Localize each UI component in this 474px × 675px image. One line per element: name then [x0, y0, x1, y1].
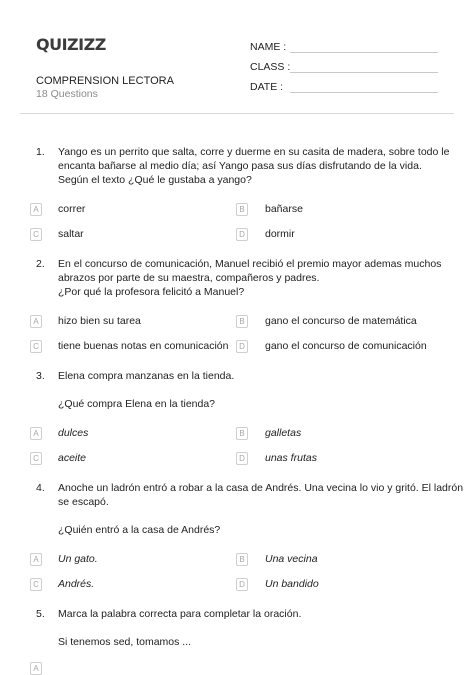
option-letter-c[interactable]: C: [30, 340, 42, 353]
quizizz-logo: QUIZIZZ: [36, 35, 106, 54]
class-label: CLASS :: [250, 61, 291, 73]
name-label: NAME :: [250, 41, 287, 53]
option-text[interactable]: saltar: [58, 228, 84, 240]
question-number: 3.: [36, 370, 45, 382]
question-text: se escapó.: [58, 496, 109, 508]
option-letter-a[interactable]: A: [30, 662, 42, 675]
option-text[interactable]: Un bandido: [265, 578, 319, 590]
option-letter-b[interactable]: B: [236, 315, 248, 328]
question-text: Marca la palabra correcta para completar la oración.: [58, 608, 302, 620]
option-text[interactable]: dormir: [265, 228, 295, 240]
option-text[interactable]: Un gato.: [58, 553, 98, 565]
question-text: ¿Qué compra Elena en la tienda?: [58, 398, 216, 410]
question-text: Yango es un perrito que salta, corre y duerme en su casita de madera, sobre todo le: [58, 146, 450, 158]
option-letter-a[interactable]: A: [30, 553, 42, 566]
option-letter-c[interactable]: C: [30, 578, 42, 591]
option-text[interactable]: gano el concurso de comunicación: [265, 340, 427, 352]
question-count: 18 Questions: [36, 88, 98, 100]
question-text: En el concurso de comunicación, Manuel recibió el premio mayor ademas muchos: [58, 258, 442, 270]
question-text: Según el texto ¿Qué le gustaba a yango?: [58, 174, 252, 186]
option-letter-b[interactable]: B: [236, 553, 248, 566]
option-text[interactable]: aceite: [58, 452, 87, 464]
option-letter-a[interactable]: A: [30, 427, 42, 440]
option-text[interactable]: tiene buenas notas en comunicación: [58, 340, 229, 352]
option-text[interactable]: galletas: [265, 427, 302, 439]
date-label: DATE :: [250, 81, 284, 93]
option-text[interactable]: correr: [58, 203, 86, 215]
question-number: 4.: [36, 482, 45, 494]
question-text: Elena compra manzanas en la tienda.: [58, 370, 235, 382]
question-text: abrazos por parte de su maestra, compañeros y padres.: [58, 272, 320, 284]
class-field[interactable]: [290, 72, 438, 73]
question-text: ¿Quién entró a la casa de Andrés?: [58, 524, 221, 536]
question-number: 1.: [36, 146, 45, 158]
date-field[interactable]: [290, 92, 438, 93]
option-text[interactable]: bañarse: [265, 203, 303, 215]
question-number: 5.: [36, 608, 45, 620]
option-text[interactable]: gano el concurso de matemática: [265, 315, 417, 327]
option-letter-c[interactable]: C: [30, 452, 42, 465]
worksheet-title: COMPRENSION LECTORA: [36, 75, 174, 87]
option-text[interactable]: unas frutas: [265, 452, 317, 464]
option-text[interactable]: Andrés.: [58, 578, 95, 590]
header-divider: [20, 113, 454, 114]
option-letter-d[interactable]: D: [236, 340, 248, 353]
question-number: 2.: [36, 258, 45, 270]
option-letter-d[interactable]: D: [236, 228, 248, 241]
question-text: encanta bañarse al medio día; así Yango pasa sus días disfrutando de la vida.: [58, 160, 422, 172]
option-letter-a[interactable]: A: [30, 203, 42, 216]
question-text: ¿Por qué la profesora felicitó a Manuel?: [58, 286, 245, 298]
option-text[interactable]: Una vecina: [265, 553, 318, 565]
option-letter-d[interactable]: D: [236, 452, 248, 465]
option-letter-a[interactable]: A: [30, 315, 42, 328]
option-letter-b[interactable]: B: [236, 427, 248, 440]
option-letter-c[interactable]: C: [30, 228, 42, 241]
option-letter-d[interactable]: D: [236, 578, 248, 591]
option-letter-b[interactable]: B: [236, 203, 248, 216]
name-field[interactable]: [290, 52, 438, 53]
option-text[interactable]: hizo bien su tarea: [58, 315, 141, 327]
question-text: Anoche un ladrón entró a robar a la casa de Andrés. Una vecina lo vio y gritó. El ladrón: [58, 482, 464, 494]
option-text[interactable]: dulces: [58, 427, 89, 439]
question-text: Si tenemos sed, tomamos ...: [58, 636, 192, 648]
